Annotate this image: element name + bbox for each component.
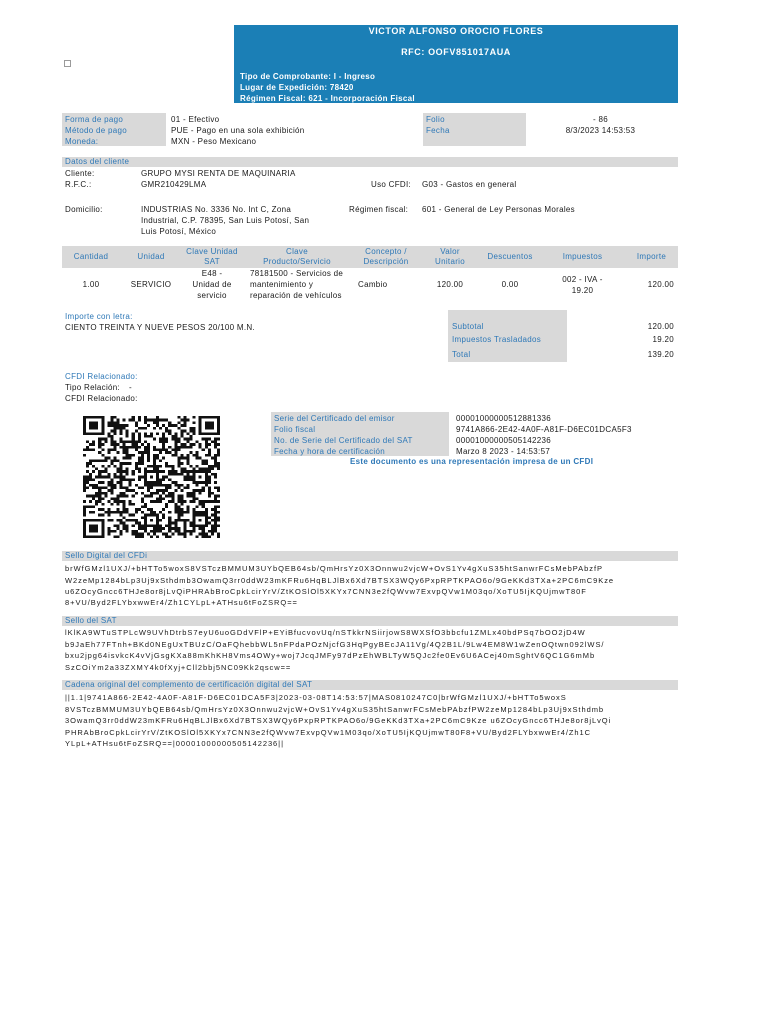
cell-impuestos: 002 - IVA - 19.20 — [562, 274, 603, 295]
serie-sat-value: 00001000000505142236 — [456, 436, 551, 445]
cell-clave-unidad: E48 - Unidad de servicio — [192, 269, 232, 300]
col-header-unidad: Unidad — [137, 252, 165, 261]
cell-unidad: SERVICIO — [130, 280, 172, 289]
cadena-original-line: PHRAbBroCpkLcirYrV/ZtKOSlOl5XKYx7CNN3e2fQWvw7ExvpQVw1M03qo/XoTU5IjKQUjmwT80F8+VU/Byd2FLYbxwwEr4/Zh1C — [65, 728, 592, 737]
sello-sat-title: Sello del SAT — [65, 616, 117, 625]
issuer-rfc: RFC: OOFV851017AUA — [401, 47, 511, 57]
cell-valor-unitario: 120.00 — [436, 280, 464, 289]
cell-cantidad: 1.00 — [82, 280, 100, 289]
folio-fiscal-value: 9741A866-2E42-4A0F-A81F-D6EC01DCA5F3 — [456, 425, 632, 434]
issuer-name: VICTOR ALFONSO OROCIO FLORES — [368, 26, 544, 36]
domicilio-label: Domicilio: — [65, 205, 103, 214]
forma-pago-value: 01 - Efectivo — [171, 115, 220, 124]
cadena-original-title: Cadena original del complemento de certificación digital del SAT — [65, 680, 313, 689]
moneda-value: MXN - Peso Mexicano — [171, 137, 257, 146]
concepts-table-header — [62, 246, 678, 268]
sello-cfdi-line: 8+VU/Byd2FLYbxwwEr4/Zh1CYLpL+ATHsu6tFoZSRQ== — [65, 598, 298, 607]
image-placeholder-icon — [64, 60, 71, 67]
fecha-certificacion-label: Fecha y hora de certificación — [274, 447, 385, 456]
col-header-clave-producto: Clave Producto/Servicio — [263, 247, 331, 266]
sello-sat-line: SzCOiYm2a33ZXMY4k0fXyj+Cll2bbj5NC09Kk2qscw== — [65, 663, 292, 672]
impuestos-trasladados-value: 19.20 — [652, 335, 674, 344]
serie-emisor-label: Serie del Certificado del emisor — [274, 414, 395, 423]
qr-code — [83, 416, 220, 538]
sello-cfdi-title: Sello Digital del CFDi — [65, 551, 148, 560]
folio-fiscal-label: Folio fiscal — [274, 425, 316, 434]
moneda-label: Moneda: — [65, 137, 99, 146]
cadena-original-line: 3OwamQ3rr0ddW23mKFRu6HqBLJlBx6Xd7BTSX3WQy6PxpRPTKPAO6o/9GeKKd3TXa+2PC6mC9Kze u6ZOcyGncc6THJe8or8jLvQi — [65, 716, 612, 725]
subtotal-value: 120.00 — [647, 322, 674, 331]
col-header-descuentos: Descuentos — [487, 252, 533, 261]
regimen-cliente-value: 601 - General de Ley Personas Morales — [422, 205, 575, 214]
lugar-expedicion: Lugar de Expedición: 78420 — [240, 83, 354, 92]
cadena-original-line: ||1.1|9741A866-2E42-4A0F-A81F-D6EC01DCA5F3|2023-03-08T14:53:57|MAS0810247C0|brWfGMzl1UXJ/+bHTTo5woxS — [65, 693, 567, 702]
client-section-bar — [62, 157, 678, 167]
client-section-title: Datos del cliente — [65, 157, 130, 166]
cliente-value: GRUPO MYSI RENTA DE MAQUINARIA — [141, 169, 296, 178]
col-header-valor-unitario: Valor Unitario — [435, 247, 465, 266]
fecha-certificacion-value: Marzo 8 2023 - 14:53:57 — [456, 447, 551, 456]
regimen-cliente-label: Régimen fiscal: — [349, 205, 409, 214]
serie-sat-label: No. de Serie del Certificado del SAT — [274, 436, 413, 445]
col-header-cantidad: Cantidad — [73, 252, 109, 261]
qr-modules — [83, 416, 220, 538]
table-row — [62, 268, 678, 301]
importe-letra-label: Importe con letra: — [65, 312, 133, 321]
sello-sat-line: lKlKA9WTuSTPLcW9UVhDtrbS7eyU6uoGDdVFlP+EYiBfucvovUq/nSTkkrNSiirjowS8WXSfO3bbcfu1ZMLx40bdPSq7bOO2jD4W — [65, 628, 586, 637]
uso-cfdi-label: Uso CFDI: — [371, 180, 412, 189]
cell-descuentos: 0.00 — [501, 280, 519, 289]
cadena-original-line: YLpL+ATHsu6tFoZSRQ==|00001000000505142236|| — [65, 739, 284, 748]
metodo-pago-value: PUE - Pago en una sola exhibición — [171, 126, 305, 135]
serie-emisor-value: 00001000000512881336 — [456, 414, 551, 423]
cfdi-legend: Este documento es una representación impresa de un CFDI — [350, 457, 594, 466]
tipo-comprobante: Tipo de Comprobante: I - Ingreso — [240, 72, 376, 81]
rfc-cliente-label: R.F.C.: — [65, 180, 92, 189]
tipo-relacion-value: - — [129, 383, 132, 392]
cliente-label: Cliente: — [65, 169, 95, 178]
rfc-cliente-value: GMR210429LMA — [141, 180, 207, 189]
uso-cfdi-value: G03 - Gastos en general — [422, 180, 517, 189]
sello-cfdi-line: u6ZOcyGncc6THJe8or8jLvQiPHRAbBroCpkLcirYrV/ZtKOSlOl5XKYx7CNN3e2fQWvw7ExvpQVw1M03qo/XoTU5IjKQUjmwT80F — [65, 587, 587, 596]
subtotal-label: Subtotal — [452, 322, 484, 331]
cell-clave-producto: 78181500 - Servicios de mantenimiento y reparación de vehículos — [250, 269, 344, 300]
cfdi-relacionado-label: CFDI Relacionado: — [65, 394, 138, 403]
sello-sat-line: bxu2jpg64isvkcK4vVjGsgKXa88mKhKH8Vms4OWy+woj7JcqJMFy97dPzEhWBLTyW5QJc2fe0Ev6U6ACej40mSghtV6QC1G6mMb — [65, 651, 596, 660]
col-header-impuestos: Impuestos — [562, 252, 603, 261]
sello-cfdi-line: brWfGMzl1UXJ/+bHTTo5woxS8VSTczBMMUM3UYbQEB64sb/QmHrsYz0X3Onnwu2vjcW+OvS1Yv4gXuS35htSanwrFCsMebPAbzfP — [65, 564, 603, 573]
fecha-value: 8/3/2023 14:53:53 — [565, 126, 636, 135]
tipo-relacion-label: Tipo Relación: — [65, 383, 121, 392]
sello-sat-bar — [62, 616, 678, 626]
fecha-label: Fecha — [426, 126, 450, 135]
impuestos-trasladados-label: Impuestos Trasladados — [452, 335, 542, 344]
folio-value: - 86 — [593, 115, 608, 124]
forma-pago-label: Forma de pago — [65, 115, 124, 124]
cadena-original-line: 8VSTczBMMUM3UYbQEB64sb/QmHrsYz0X3Onnwu2vjcW+OvS1Yv4gXuS35htSanwrFCsMebPAbzfPW2zeMp1284bLp3Uj9xSthdmb — [65, 705, 605, 714]
col-header-importe: Importe — [636, 252, 667, 261]
total-label: Total — [452, 350, 471, 359]
folio-label: Folio — [426, 115, 445, 124]
domicilio-value: INDUSTRIAS No. 3336 No. Int C, Zona Industrial, C.P. 78395, San Luis Potosí, San Luis Potosí, México — [141, 205, 310, 236]
metodo-pago-label: Método de pago — [65, 126, 128, 135]
cell-importe: 120.00 — [647, 280, 674, 289]
total-value: 139.20 — [647, 350, 674, 359]
col-header-concepto: Concepto / Descripción — [363, 247, 409, 266]
importe-letra-value: CIENTO TREINTA Y NUEVE PESOS 20/100 M.N. — [65, 323, 255, 332]
regimen-fiscal-emisor: Régimen Fiscal: 621 - Incorporación Fiscal — [240, 94, 415, 103]
cfdi-relacionado-title: CFDI Relacionado: — [65, 372, 138, 381]
sello-sat-line: b9JaEh77FTnh+BKd0NEgUxTBUzC/OaFQhebbWL5nFPdaPOzNjcfG3HqPgyBEcJA11Vg/4Q2B1L/9Lw4EM8W1wZenOQtwn092lWS/ — [65, 640, 605, 649]
cell-concepto: Cambio — [358, 280, 388, 289]
col-header-clave-unidad: Clave Unidad SAT — [186, 247, 238, 266]
issuer-header — [234, 25, 678, 103]
sello-cfdi-bar — [62, 551, 678, 561]
sello-cfdi-line: W2zeMp1284bLp3Uj9xSthdmb3OwamQ3rr0ddW23mKFRu6HqBLJlBx6Xd7BTSX3WQy6PxpRPTKPAO6o/9GeKKd3TXa+2PC6mC9Kze — [65, 576, 615, 585]
